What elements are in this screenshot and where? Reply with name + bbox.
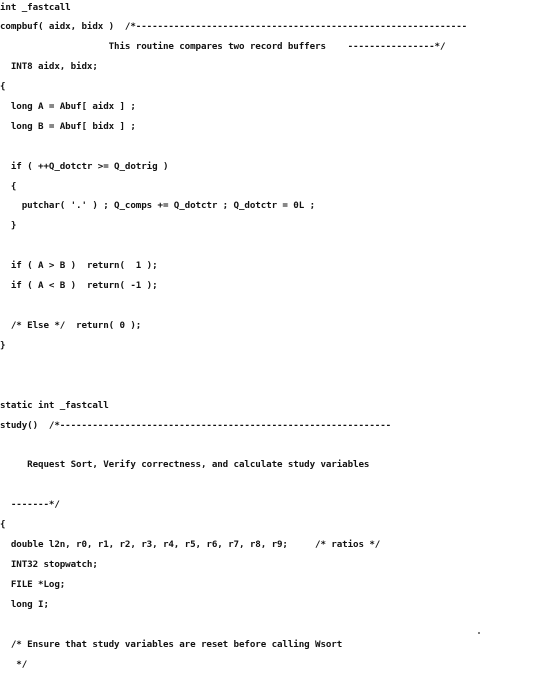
code-line-28: /* Ensure that study variables are reset before calling Wsort	[0, 639, 343, 650]
code-line-25: INT32 stopwatch;	[0, 559, 98, 570]
code-line-7: long B = Abuf[ bidx ] ;	[0, 121, 136, 132]
code-line-23: {	[0, 519, 6, 530]
code-line-1: int _fastcall	[0, 2, 71, 13]
code-line-3: This routine compares two record buffers ----------------*/	[0, 41, 446, 52]
code-line-20: study() /*-------------------------------------------------------------	[0, 420, 392, 431]
code-line-15: if ( A < B ) return( -1 );	[0, 280, 158, 291]
code-line-29: */	[0, 659, 28, 670]
code-line-27: long I;	[0, 599, 49, 610]
code-line-24: double l2n, r0, r1, r2, r3, r4, r5, r6, r7, r8, r9; /* ratios */	[0, 539, 381, 550]
code-line-12: }	[0, 220, 17, 231]
code-line-10: {	[0, 181, 17, 192]
code-line-11: putchar( '.' ) ; Q_comps += Q_dotctr ; Q_dotctr = 0L ;	[0, 200, 316, 211]
code-line-5: {	[0, 81, 6, 92]
code-line-19: static int _fastcall	[0, 400, 109, 411]
code-line-6: long A = Abuf[ aidx ] ;	[0, 101, 136, 112]
code-line-4: INT8 aidx, bidx;	[0, 61, 98, 72]
code-line-2: compbuf( aidx, bidx ) /*-------------------------------------------------------------	[0, 21, 468, 32]
code-line-9: if ( ++Q_dotctr >= Q_dotrig )	[0, 161, 169, 172]
code-line-17: /* Else */ return( 0 );	[0, 320, 142, 331]
code-line-21: Request Sort, Verify correctness, and calculate study variables	[0, 459, 370, 470]
scan-speck	[478, 632, 480, 634]
code-line-14: if ( A > B ) return( 1 );	[0, 260, 158, 271]
code-line-26: FILE *Log;	[0, 579, 66, 590]
code-line-18: }	[0, 340, 6, 351]
code-line-22: -------*/	[0, 499, 60, 510]
